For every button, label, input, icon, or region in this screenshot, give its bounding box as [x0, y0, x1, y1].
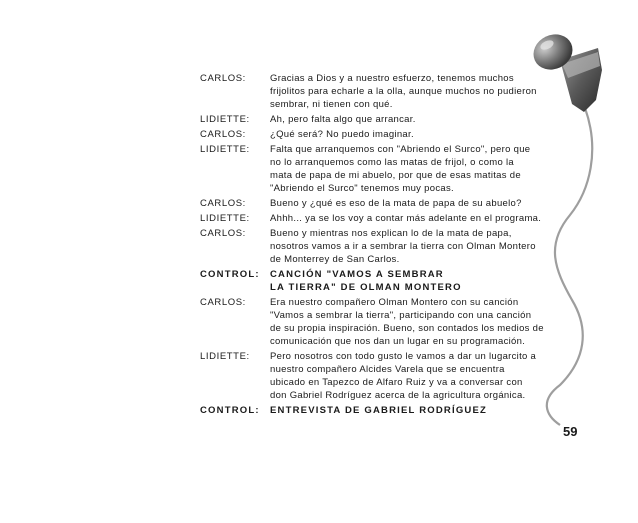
dialogue-line: LA TIERRA" DE OLMAN MONTERO — [270, 282, 462, 293]
dialogue-line: Bueno y mientras nos explican lo de la mata de papa, — [270, 228, 512, 239]
dialogue-text — [270, 72, 550, 111]
script-entry — [200, 197, 550, 210]
dialogue-text — [270, 350, 550, 402]
dialogue-text — [270, 404, 550, 417]
dialogue-text — [270, 197, 550, 210]
script-dialogue — [200, 72, 550, 419]
dialogue-line: Ahhh... ya se los voy a contar más adelante en el programa. — [270, 213, 542, 224]
speaker-name: LIDIETTE: — [200, 213, 250, 224]
dialogue-line: mata de papa de mi abuelo, por que de esas matitas de — [270, 170, 521, 181]
dialogue-line: Falta que arranquemos con "Abriendo el Surco", pero que — [270, 144, 531, 155]
script-entry — [200, 212, 550, 225]
dialogue-line: ¿Qué será? No puedo imaginar. — [270, 129, 414, 140]
dialogue-line: nosotros vamos a ir a sembrar la tierra con Olman Montero — [270, 241, 536, 252]
script-entry — [200, 72, 550, 111]
dialogue-line: de su propia inspiración. Bueno, son contados los medios de — [270, 323, 544, 334]
speaker-name: LIDIETTE: — [200, 351, 250, 362]
dialogue-line: frijolitos para echarle a la olla, aunque muchos no pudieron — [270, 86, 537, 97]
speaker-name: CARLOS: — [200, 228, 246, 239]
dialogue-line: no lo arranquemos como las matas de frijol, o como la — [270, 157, 515, 168]
dialogue-line: "Abriendo el Surco" tenemos muy pocas. — [270, 183, 454, 194]
page-number: 59 — [563, 424, 578, 439]
dialogue-text — [270, 296, 550, 348]
dialogue-text — [270, 143, 550, 195]
speaker-name: CONTROL: — [200, 405, 260, 416]
dialogue-line: CANCIÓN "VAMOS A SEMBRAR — [270, 269, 444, 280]
script-entry — [200, 113, 550, 126]
dialogue-text — [270, 113, 550, 126]
speaker-name: CARLOS: — [200, 129, 246, 140]
dialogue-line: Bueno y ¿qué es eso de la mata de papa de su abuelo? — [270, 198, 522, 209]
dialogue-line: de Monterrey de San Carlos. — [270, 254, 400, 265]
dialogue-line: comunicación que nos dan un lugar en su programación. — [270, 336, 526, 347]
dialogue-text — [270, 128, 550, 141]
script-entry — [200, 350, 550, 402]
dialogue-line: don Gabriel Rodríguez acerca de la agricultura orgánica. — [270, 390, 526, 401]
dialogue-line: Ah, pero falta algo que arrancar. — [270, 114, 416, 125]
dialogue-text — [270, 268, 550, 294]
dialogue-line: ubicado en Tapezco de Alfaro Ruiz y va a conversar con — [270, 377, 523, 388]
script-entry — [200, 128, 550, 141]
dialogue-line: Pero nosotros con todo gusto le vamos a dar un lugarcito a — [270, 351, 537, 362]
script-entry — [200, 268, 550, 294]
speaker-name: LIDIETTE: — [200, 144, 250, 155]
script-entry — [200, 404, 550, 417]
dialogue-line: "Vamos a sembrar la tierra", participando con una canción — [270, 310, 532, 321]
script-entry — [200, 227, 550, 266]
dialogue-text — [270, 227, 550, 266]
speaker-name: LIDIETTE: — [200, 114, 250, 125]
dialogue-line: nuestro compañero Alcides Varela que se encuentra — [270, 364, 505, 375]
script-entry — [200, 143, 550, 195]
dialogue-line: sembrar, ni tienen con qué. — [270, 99, 393, 110]
dialogue-line: ENTREVISTA DE GABRIEL RODRÍGUEZ — [270, 405, 488, 416]
speaker-name: CONTROL: — [200, 269, 260, 280]
dialogue-line: Era nuestro compañero Olman Montero con su canción — [270, 297, 519, 308]
dialogue-text — [270, 212, 550, 225]
speaker-name: CARLOS: — [200, 198, 246, 209]
speaker-name: CARLOS: — [200, 297, 246, 308]
script-entry — [200, 296, 550, 348]
dialogue-line: Gracias a Dios y a nuestro esfuerzo, tenemos muchos — [270, 73, 514, 84]
speaker-name: CARLOS: — [200, 73, 246, 84]
